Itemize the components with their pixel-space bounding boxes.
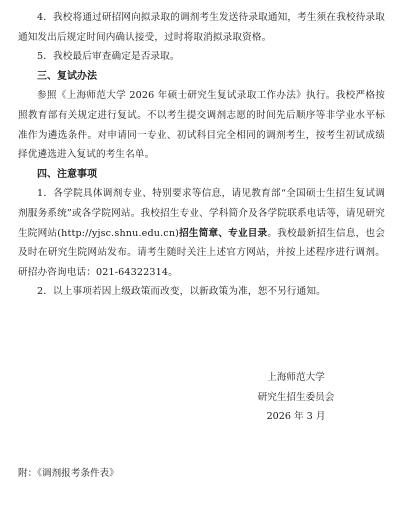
signature-university: 上海师范大学 <box>267 372 325 383</box>
notes-item-1-bold-text: 招生简章、专业目录 <box>179 227 268 239</box>
section-heading-notes: 四、注意事项 <box>37 168 97 180</box>
notes-item-1-text-b: 。我校最新招生信息，也会及时在研究生院网站发布。请考生随时关注上述官方网站，并按上述程序进行调剂。研招办咨询电话：021-64322314。 <box>18 227 385 278</box>
attachment-note: 附：《调剂报考条件表》 <box>18 468 119 479</box>
paragraph-retest-method: 参照《上海师范大学 2026 年硕士研究生复试录取工作办法》执行。我校严格按照教育部有关规定进行复试。不以考生提交调剂志愿的时间先后顺序等非学业水平标准作为遴选条件。对申请同一专业、初试科目完全相同的调剂考生，按考生初试成绩择优遴选进入复试的考生名单。 <box>18 90 385 161</box>
notes-item-1-text-a: 1．各学院具体调剂专业、特别要求等信息，请见教育部“全国硕士生招生复试调剂服务系统”或各学院网站。我校招生专业、学科简介及各学院联系电话等，请见研究生院网站(http://yjsc.shnu.edu.cn) <box>18 188 385 239</box>
paragraph-item-4: 4．我校将通过研招网向拟录取的调剂考生发送待录取通知，考生须在我校待录取通知发出后规定时间内确认接受，过时将取消拟录取资格。 <box>18 12 385 43</box>
signature-block <box>241 368 351 427</box>
signature-committee: 研究生招生委员会 <box>257 391 335 403</box>
paragraph-notes-item-2: 2．以上事项若因上级政策而改变，以新政策为准，恕不另行通知。 <box>37 286 326 298</box>
paragraph-item-5: 5．我校最后审查确定是否录取。 <box>37 51 180 63</box>
section-heading-retest-method: 三、复试办法 <box>37 70 97 82</box>
signature-date: 2026 年 3 月 <box>266 411 326 423</box>
paragraph-notes-item-1 <box>18 184 385 282</box>
